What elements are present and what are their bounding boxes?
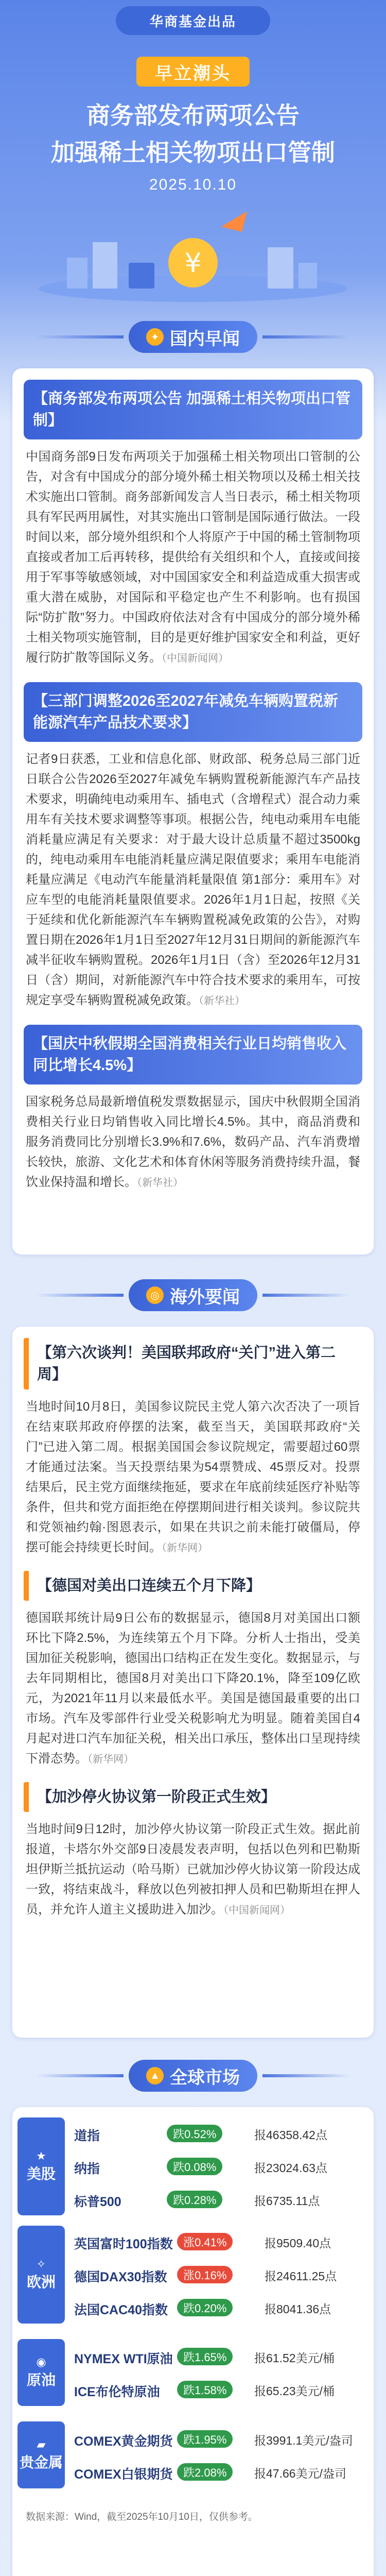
market-value: 报3991.1美元/盎司 <box>254 2434 353 2447</box>
market-value: 报47.66美元/盎司 <box>254 2467 346 2480</box>
market-pct: 跌0.52% <box>167 2125 222 2142</box>
market-pct: 跌2.08% <box>177 2463 233 2481</box>
news-body: 当地时间9日12时，加沙停火协议第一阶段正式生效。据此前报道，卡塔尔外交部9日凌晨发表声明，包括以色列和巴勒斯坦伊斯兰抵抗运动（哈马斯）已就加沙停火协议第一阶段达成一致，将结束战斗，释放以色列被扣押人员和巴勒斯坦在押人员，并允许人道主义援助进入加沙。（中国新闻网） <box>26 1822 360 1917</box>
news-body: 德国联邦统计局9日公布的数据显示，德国8月对美国出口额环比下降2.5%，为连续第五个月下降。分析人士指出，受美国加征关税影响，德国出口结构正在发生变化。数据显示，与去年同期相比，德国8月对美出口下降20.1%，降至109亿欧元，为2021年11月以来最低水平。美国是德国最重要的出口市场。汽车及零部件行业受关税影响尤为明显。随着美国自4月起对进口汽车加征关税，相关出口承压，整体出口呈现持续下滑态势。（新华网） <box>26 1611 360 1766</box>
market-value: 报65.23美元/桶 <box>254 2384 335 2398</box>
news-title: 【加沙停火协议第一阶段正式生效】 <box>24 1782 362 1812</box>
market-pct: 跌0.20% <box>177 2299 233 2316</box>
brand-badge: 华商基金出品 <box>116 6 270 35</box>
gold-bar-icon: ▰ <box>37 2438 46 2451</box>
market-row <box>12 2457 374 2486</box>
us-flag-icon: ★ <box>36 2149 46 2162</box>
flag-icon: ✦ <box>146 328 164 346</box>
oil-barrel-icon: ◉ <box>36 2355 46 2368</box>
news-title: 【第六次谈判！美国联邦政府“关门”进入第二周】 <box>24 1338 362 1389</box>
news-body: 国家税务总局最新增值税发票数据显示，国庆中秋假期全国消费相关行业日均销售收入同比增长4.5%。其中，商品消费和服务消费同比分别增长3.9%和7.6%，数码产品、汽车消费增长较快，旅游、文化艺术和体育休闲等服务消费持续升温，餐饮业保持温和增长。（新华社） <box>26 1095 360 1189</box>
market-pct: 涨0.41% <box>177 2233 233 2250</box>
news-body: 当地时间10月8日，美国参议院民主党人第六次否决了一项旨在结束联邦政府停摆的法案，截至当天，美国联邦政府“关门”已进入第二周。根据美国国会参议院规定，需要超过60票才能通过法案。当天投票结果为54票赞成、45票反对。投票结果后，民主党方面继续拖延，要求在年底前续延医疗补贴等条件，但共和党方面拒绝在停摆期间进行相关谈判。参议院共和党领袖约翰·图恩表示，如果在共识之前未能打破僵局，停摆可能会持续更长时间。（新华网） <box>26 1400 360 1554</box>
news-body: 中国商务部9日发布两项关于加强稀土相关物项出口管制的公告，对含有中国成分的部分境外稀土相关物项以及稀土相关技术实施出口管制。商务部新闻发言人当日表示，稀土相关物项具有军民两用属性，对其实施出口管制是国际通行做法。一段时间以来，部分境外组织和个人将原产于中国的稀土管制物项直接或者加工后再转移，提供给有关组织和个人，直接或间接用于军事等敏感领域，对中国国家安全和利益造成重大损害或重大潜在威胁，对国际和平稳定也产生不利影响。也有损国际“防扩散”努力。中国政府依法对含有中国成分的部分境外稀土相关物项实施管制，目的是更好维护国家安全和利益，更好履行防扩散等国际义务。（中国新闻网） <box>26 450 360 665</box>
market-row <box>12 2260 374 2289</box>
market-row <box>12 2424 374 2453</box>
market-row <box>12 2293 374 2321</box>
market-row <box>12 2227 374 2256</box>
market-name: COMEX黄金期货 <box>74 2434 173 2449</box>
header-wing-right <box>262 2074 350 2077</box>
market-value: 报46358.42点 <box>254 2128 327 2142</box>
market-name: ICE布伦特原油 <box>74 2385 160 2399</box>
market-name: 法国CAC40指数 <box>74 2303 168 2317</box>
overseas-news-card <box>12 1327 374 2038</box>
market-row <box>12 2375 374 2403</box>
hero-title-line1: 商务部发布两项公告 <box>86 102 300 129</box>
market-name: 德国DAX30指数 <box>74 2270 167 2284</box>
market-value: 报24611.25点 <box>265 2269 337 2283</box>
section-market-title: ▲ 全球市场 <box>129 2060 257 2092</box>
market-group-us: ★ 美股 <box>17 2117 65 2215</box>
market-pct: 跌1.65% <box>177 2348 233 2365</box>
market-value: 报23024.63点 <box>254 2161 327 2175</box>
market-name: 纳指 <box>74 2162 100 2176</box>
section-market-header <box>0 2056 386 2097</box>
market-pct: 跌0.28% <box>167 2191 222 2208</box>
chart-icon: ▲ <box>146 2067 164 2084</box>
globe-icon: ◎ <box>146 1286 164 1304</box>
news-title: 【德国对美出口连续五个月下降】 <box>24 1571 362 1601</box>
market-row <box>12 2151 374 2180</box>
section-domestic-header <box>0 317 386 358</box>
section-overseas-header <box>0 1275 386 1316</box>
hero-illustration <box>0 201 386 304</box>
svg-text:¥: ¥ <box>184 248 202 279</box>
market-value: 报8041.36点 <box>265 2302 331 2316</box>
news-title: 【三部门调整2026至2027年减免车辆购置税新能源汽车产品技术要求】 <box>24 682 362 742</box>
header-wing-left <box>36 1294 124 1297</box>
market-name: 道指 <box>74 2129 100 2143</box>
market-value: 报6735.11点 <box>254 2194 320 2208</box>
market-row <box>12 2342 374 2370</box>
section-domestic-title: ✦ 国内早闻 <box>129 321 257 353</box>
eu-flag-icon: ✧ <box>36 2258 46 2270</box>
market-group-eu: ✧ 欧洲 <box>17 2226 65 2324</box>
market-row <box>12 2119 374 2147</box>
market-pct: 跌1.95% <box>177 2430 233 2448</box>
header-wing-left <box>36 2074 124 2077</box>
news-title: 【商务部发布两项公告 加强稀土相关物项出口管制】 <box>24 380 362 439</box>
news-title: 【国庆中秋假期全国消费相关行业日均销售收入同比增长4.5%】 <box>24 1025 362 1084</box>
market-note: 数据来源：Wind，截至2025年10月10日，仅供参考。 <box>26 2512 258 2522</box>
market-pct: 跌0.08% <box>167 2158 222 2175</box>
domestic-news-card <box>12 368 374 1255</box>
news-body: 记者9日获悉，工业和信息化部、财政部、税务总局三部门近日联合公告2026至2027年减免车辆购置税新能源汽车产品技术要求，明确纯电动乘用车、插电式（含增程式）混合动力乘用车有关技术要求调整等事项。根据公告，纯电动乘用车电能消耗量应满足有关要求：对于最大设计总质量不超过3500kg的，纯电动乘用车电能消耗量应满足限值要求；乘用车电能消耗量应满足《电动汽车能量消耗量限值 第1部分：乘用车》对应车型的电能消耗量限值要求。2026年1月1日起，按照《关于延续和优化新能源汽车车辆购置税减免政策的公告》，对购置日期在2026年1月1日至2027年12月31日期间的新能源汽车减半征收车辆购置税。2026年1月1日（含）至2026年12月31日（含）期间，对新能源汽车中符合技术要求的乘用车，可按规定享受车辆购置税减免政策。（新华社） <box>26 752 360 1007</box>
market-value: 报9509.40点 <box>265 2236 331 2250</box>
header-wing-left <box>36 335 124 338</box>
hero-tag: 早立潮头 <box>136 57 250 87</box>
market-group-oil: ◉ 原油 <box>17 2339 65 2406</box>
market-name: 英国富时100指数 <box>74 2237 173 2251</box>
market-pct: 涨0.16% <box>177 2266 233 2283</box>
hero-title-line2: 加强稀土相关物项出口管制 <box>51 139 335 166</box>
section-overseas-title: ◎ 海外要闻 <box>129 1279 257 1311</box>
market-name: 标普500 <box>74 2195 121 2209</box>
market-pct: 跌1.58% <box>177 2381 233 2398</box>
header-wing-right <box>262 1294 350 1297</box>
market-name: COMEX白银期货 <box>74 2467 173 2482</box>
market-row <box>12 2184 374 2213</box>
header-wing-right <box>262 335 350 338</box>
market-group-metal: ▰ 贵金属 <box>17 2421 65 2488</box>
market-name: NYMEX WTI原油 <box>74 2352 173 2366</box>
hero-banner <box>0 57 386 294</box>
market-value: 报61.52美元/桶 <box>254 2351 335 2365</box>
hero-date: 2025.10.10 <box>149 176 237 193</box>
